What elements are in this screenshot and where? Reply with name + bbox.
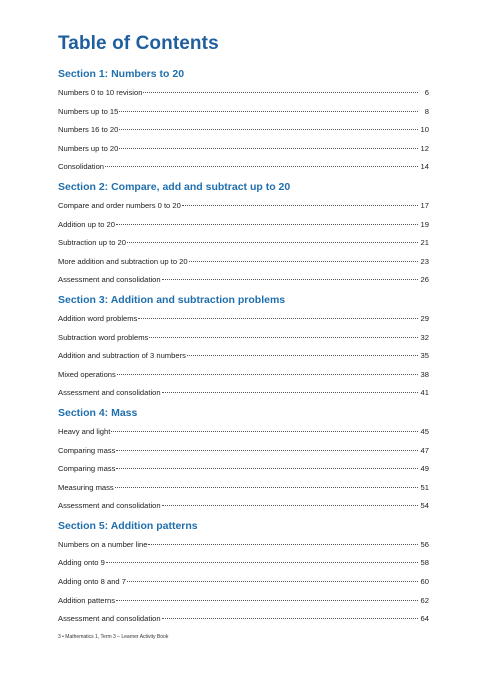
toc-entry[interactable]	[58, 347, 429, 366]
section-heading: Section 2: Compare, add and subtract up to 20	[58, 180, 291, 193]
dot-leader	[127, 581, 418, 582]
toc-entry-page-number: 8	[424, 106, 429, 116]
toc-entry-page-number: 26	[420, 275, 429, 285]
toc-entry[interactable]	[58, 310, 429, 329]
footer-page-number: 3	[58, 634, 61, 640]
toc-entry[interactable]	[58, 384, 429, 403]
toc-entry-page-number: 58	[420, 558, 429, 568]
dot-leader	[116, 450, 418, 451]
dot-leader	[116, 468, 418, 469]
toc-entry-page-number: 47	[420, 445, 429, 455]
toc-entry-page-number: 64	[420, 614, 429, 624]
toc-entry-page-number: 51	[420, 482, 429, 492]
toc-entry-label: Numbers up to 20	[58, 143, 119, 153]
toc-entry-label: Numbers up to 15	[58, 106, 119, 116]
toc-entry-label: Mixed operations	[58, 369, 116, 379]
dot-leader	[189, 261, 418, 262]
section-heading: Section 1: Numbers to 20	[58, 68, 185, 80]
toc-entry-label: Numbers on a number line	[58, 539, 148, 549]
dot-leader	[106, 562, 418, 563]
dot-leader	[119, 148, 418, 149]
toc-entry-label: Addition and subtraction of 3 numbers	[58, 351, 186, 361]
toc-entry-label: Assessment and consolidation	[58, 614, 161, 624]
toc-entry[interactable]	[58, 536, 429, 555]
toc-entry-page-number: 35	[420, 351, 429, 361]
toc-entry-label: More addition and subtraction up to 20	[58, 256, 188, 266]
toc-entry[interactable]	[58, 442, 429, 461]
toc-entry-page-number: 41	[420, 388, 429, 398]
dot-leader	[105, 166, 418, 167]
dot-leader	[148, 544, 418, 545]
toc-entry[interactable]	[58, 573, 429, 592]
toc-entry[interactable]	[58, 158, 429, 177]
toc-entry-page-number: 19	[420, 219, 429, 229]
dot-leader	[187, 355, 418, 356]
toc-entry[interactable]	[58, 479, 429, 498]
toc-entry[interactable]	[58, 366, 429, 385]
dot-leader	[115, 487, 418, 488]
dot-leader	[162, 392, 418, 393]
toc-entry[interactable]	[58, 253, 429, 272]
dot-leader	[138, 318, 418, 319]
dot-leader	[119, 111, 418, 112]
dot-leader	[116, 600, 418, 601]
toc-entry[interactable]	[58, 140, 429, 159]
footer-text: • Mathematics 1, Term 3 – Learner Activity Book	[62, 634, 169, 640]
toc-entry-label: Addition up to 20	[58, 219, 115, 229]
dot-leader	[162, 505, 418, 506]
dot-leader	[111, 431, 418, 432]
toc-entry[interactable]	[58, 592, 429, 611]
toc-section	[58, 290, 429, 403]
dot-leader	[116, 224, 418, 225]
toc-entry-label: Assessment and consolidation	[58, 275, 161, 285]
page-title: Table of Contents	[58, 33, 219, 54]
toc-entry-label: Heavy and light	[58, 426, 111, 436]
toc-entry-page-number: 60	[420, 577, 429, 587]
page-footer	[58, 634, 168, 640]
toc-entry-page-number: 49	[420, 464, 429, 474]
toc-entry-label: Comparing mass	[58, 464, 116, 474]
dot-leader	[149, 337, 418, 338]
toc-entry[interactable]	[58, 610, 429, 629]
toc-entry[interactable]	[58, 423, 429, 442]
dot-leader	[182, 205, 418, 206]
toc-entry-page-number: 10	[420, 125, 429, 135]
toc-entry-page-number: 12	[420, 143, 429, 153]
toc-entry[interactable]	[58, 554, 429, 573]
dot-leader	[127, 242, 418, 243]
toc-entry-page-number: 62	[420, 595, 429, 605]
toc-sections	[58, 64, 429, 629]
dot-leader	[143, 92, 418, 93]
toc-entry[interactable]	[58, 197, 429, 216]
toc-entry[interactable]	[58, 234, 429, 253]
toc-section	[58, 403, 429, 516]
toc-entry[interactable]	[58, 103, 429, 122]
section-heading: Section 3: Addition and subtraction problems	[58, 293, 286, 306]
dot-leader	[162, 618, 418, 619]
section-heading: Section 4: Mass	[58, 406, 138, 419]
toc-entry-page-number: 23	[420, 256, 429, 266]
toc-entry-page-number: 45	[420, 426, 429, 436]
toc-section	[58, 177, 429, 290]
toc-entry-label: Numbers 0 to 10 revision	[58, 88, 143, 97]
toc-entry[interactable]	[58, 121, 429, 140]
toc-entry-label: Compare and order numbers 0 to 20	[58, 200, 181, 210]
toc-entry-page-number: 6	[424, 88, 429, 97]
toc-entry-page-number: 17	[420, 200, 429, 210]
toc-entry-label: Addition word problems	[58, 313, 138, 323]
toc-entry-label: Comparing mass	[58, 445, 116, 455]
toc-section	[58, 516, 429, 629]
dot-leader	[119, 129, 418, 130]
toc-section	[58, 64, 429, 177]
toc-entry[interactable]	[58, 460, 429, 479]
toc-entry-label: Addition patterns	[58, 595, 115, 605]
section-heading: Section 5: Addition patterns	[58, 519, 198, 532]
toc-entry-label: Assessment and consolidation	[58, 388, 161, 398]
toc-entry-label: Subtraction up to 20	[58, 238, 126, 248]
toc-entry-label: Consolidation	[58, 162, 105, 172]
toc-entry-page-number: 38	[420, 369, 429, 379]
toc-entry[interactable]	[58, 271, 429, 290]
toc-entry-page-number: 56	[420, 539, 429, 549]
toc-entry-page-number: 21	[420, 238, 429, 248]
toc-entry[interactable]	[58, 84, 429, 103]
toc-entry-page-number: 29	[420, 313, 429, 323]
toc-entry[interactable]	[58, 497, 429, 516]
toc-entry[interactable]	[58, 216, 429, 235]
dot-leader	[117, 374, 418, 375]
toc-entry-label: Adding onto 8 and 7	[58, 577, 126, 587]
toc-entry-label: Numbers 16 to 20	[58, 125, 119, 135]
toc-entry-label: Adding onto 9	[58, 558, 105, 568]
toc-entry-label: Measuring mass	[58, 482, 114, 492]
toc-entry[interactable]	[58, 329, 429, 348]
dot-leader	[162, 279, 418, 280]
toc-entry-page-number: 32	[420, 332, 429, 342]
toc-entry-label: Assessment and consolidation	[58, 501, 161, 511]
toc-entry-page-number: 14	[420, 162, 429, 172]
toc-entry-page-number: 54	[420, 501, 429, 511]
toc-entry-label: Subtraction word problems	[58, 332, 149, 342]
